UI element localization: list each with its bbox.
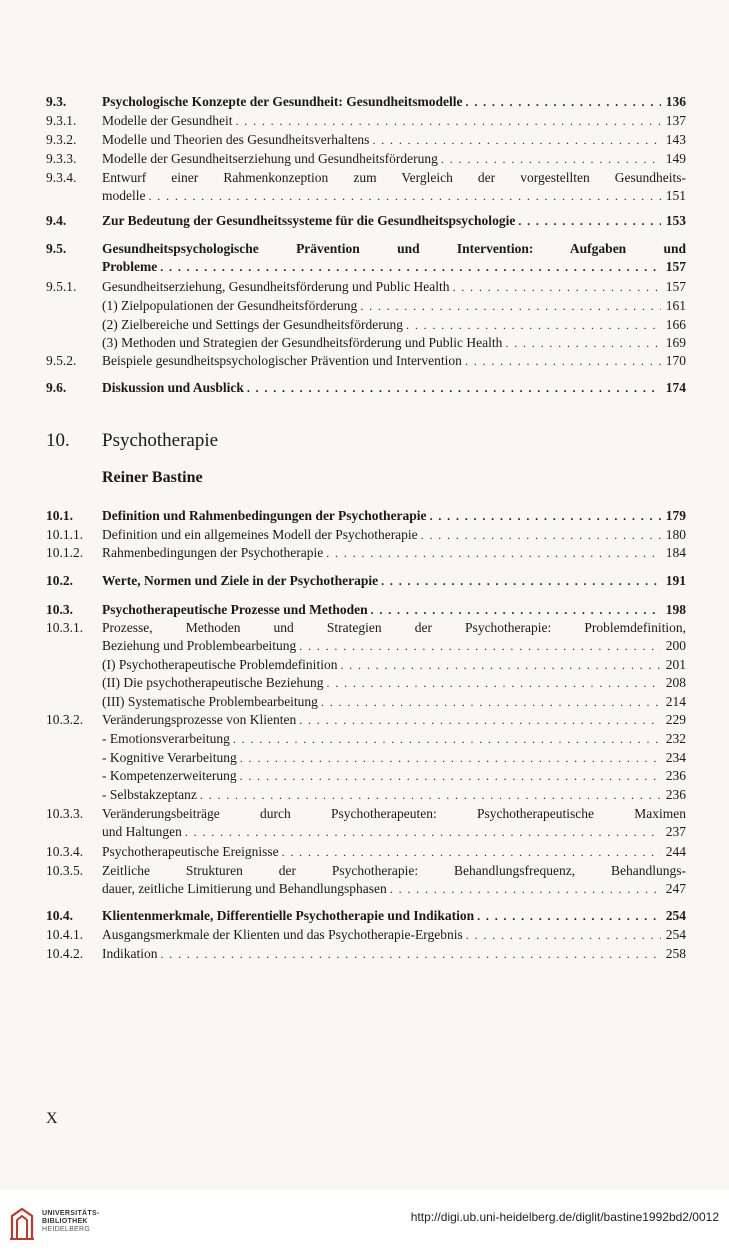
toc-page: 184 [665, 545, 686, 560]
toc-title: Gesundheitserziehung, Gesundheitsförderung und Public Health [102, 279, 450, 294]
dot-leader [453, 278, 661, 296]
dot-leader [518, 212, 661, 230]
toc-title: - Kognitive Verarbeitung [102, 750, 237, 765]
toc-number: 10.3.1. [46, 620, 84, 635]
toc-title: Definition und Rahmenbedingungen der Psychotherapie [102, 508, 427, 523]
toc-page: 143 [665, 132, 686, 147]
toc-title-line-2: dauer, zeitliche Limitierung und Behandlungsphasen [102, 881, 387, 896]
toc-number: 9.5.1. [46, 279, 77, 294]
toc-page: 254 [665, 908, 686, 923]
dot-leader [240, 749, 661, 767]
toc-title-line-2: Beziehung und Problembearbeitung [102, 638, 297, 653]
toc-number: 9.4. [46, 213, 67, 228]
dot-leader [160, 258, 661, 276]
toc-title: Definition und ein allgemeines Modell der Psychotherapie [102, 527, 418, 542]
toc-title: (1) Zielpopulationen der Gesundheitsförderung [102, 298, 358, 313]
toc-number: 9.5.2. [46, 353, 77, 368]
dot-leader [200, 786, 661, 804]
chapter-author: Reiner Bastine [102, 469, 203, 486]
toc-number: 9.3.1. [46, 113, 77, 128]
toc-page: 191 [665, 573, 686, 588]
toc-title: Veränderungsprozesse von Klienten [102, 712, 297, 727]
toc-number: 10.3.2. [46, 712, 84, 727]
toc-page: 151 [665, 188, 686, 203]
toc-title: Klientenmerkmale, Differentielle Psychotherapie und Indikation [102, 908, 475, 923]
toc-number: 9.3.3. [46, 151, 77, 166]
dot-leader [360, 297, 661, 315]
dot-leader [441, 150, 661, 168]
toc-page: 169 [665, 335, 686, 350]
toc-title: (2) Zielbereiche und Settings der Gesundheitsförderung [102, 317, 404, 332]
toc-number: 10.1.2. [46, 545, 84, 560]
dot-leader [321, 693, 661, 711]
toc-page: 229 [665, 712, 686, 727]
toc-number: 10.3.4. [46, 844, 84, 859]
toc-page: 157 [665, 259, 686, 274]
toc-page: 149 [665, 151, 686, 166]
toc-title: Zur Bedeutung der Gesundheitssysteme für die Gesundheitspsychologie [102, 213, 516, 228]
page-number: X [46, 1110, 58, 1127]
toc-title: (II) Die psychotherapeutische Beziehung [102, 675, 324, 690]
dot-leader [390, 880, 661, 898]
chapter-number: 10. [46, 430, 70, 451]
toc-number: 9.6. [46, 380, 67, 395]
toc-number: 10.4.2. [46, 946, 84, 961]
toc-number: 9.3. [46, 94, 67, 109]
toc-title: - Selbstakzeptanz [102, 787, 197, 802]
toc-title: Psychologische Konzepte der Gesundheit: Gesundheitsmodelle [102, 94, 463, 109]
toc-page: 237 [665, 824, 686, 839]
toc-title-line-1: Entwurf einer Rahmenkonzeption zum Vergleich der vorgestellten Gesundheits- [102, 170, 686, 185]
toc-title-line-1: Zeitliche Strukturen der Psychotherapie: Behandlungsfrequenz, Behandlungs- [102, 863, 686, 878]
dot-leader [299, 711, 661, 729]
library-name-line-1: UNIVERSITÄTS- [42, 1210, 100, 1217]
toc-number: 9.3.4. [46, 170, 77, 185]
dot-leader [430, 507, 661, 525]
toc-page: 232 [665, 731, 686, 746]
source-url-link[interactable]: http://digi.ub.uni-heidelberg.de/diglit/bastine1992bd2/0012 [410, 1210, 719, 1224]
dot-leader [371, 601, 661, 619]
toc-number: 9.5. [46, 241, 67, 256]
toc-number: 10.1.1. [46, 527, 84, 542]
dot-leader [327, 674, 661, 692]
toc-page: 200 [665, 638, 686, 653]
dot-leader [465, 352, 661, 370]
toc-page: 236 [665, 768, 686, 783]
toc-page: 153 [665, 213, 686, 228]
toc-title: Psychotherapeutische Prozesse und Methoden [102, 602, 368, 617]
dot-leader [326, 544, 661, 562]
toc-page: 201 [665, 657, 686, 672]
dot-leader [247, 379, 661, 397]
toc-number: 10.3.3. [46, 806, 84, 821]
toc-title: Ausgangsmerkmale der Klienten und das Psychotherapie-Ergebnis [102, 927, 463, 942]
toc-page: 214 [665, 694, 686, 709]
toc-number: 10.3. [46, 602, 73, 617]
dot-leader [235, 112, 661, 130]
toc-page: 180 [665, 527, 686, 542]
dot-leader [299, 637, 661, 655]
toc-page: 174 [665, 380, 686, 395]
toc-page: 234 [665, 750, 686, 765]
dot-leader [421, 526, 661, 544]
dot-leader [185, 823, 661, 841]
toc-number: 10.1. [46, 508, 73, 523]
dot-leader [149, 187, 662, 205]
dot-leader [466, 926, 661, 944]
toc-title: Modelle der Gesundheitserziehung und Gesundheitsförderung [102, 151, 438, 166]
dot-leader [505, 334, 661, 352]
toc-page: 170 [665, 353, 686, 368]
toc-page: 258 [665, 946, 686, 961]
toc-page: 161 [665, 298, 686, 313]
toc-title: Beispiele gesundheitspsychologischer Prävention und Intervention [102, 353, 462, 368]
toc-page: 157 [665, 279, 686, 294]
dot-leader [406, 316, 661, 334]
toc-number: 9.3.2. [46, 132, 77, 147]
toc-title: Diskussion und Ausblick [102, 380, 244, 395]
toc-title: Indikation [102, 946, 158, 961]
toc-title-line-1: Gesundheitspsychologische Prävention und Intervention: Aufgaben und [102, 241, 686, 256]
toc-title-line-2: modelle [102, 188, 146, 203]
toc-page: 247 [665, 881, 686, 896]
dot-leader [340, 656, 661, 674]
library-name-line-3: HEIDELBERG [42, 1226, 91, 1233]
toc-number: 10.4.1. [46, 927, 84, 942]
toc-page: 244 [665, 844, 686, 859]
toc-number: 10.3.5. [46, 863, 84, 878]
toc-title: - Kompetenzerweiterung [102, 768, 237, 783]
library-logo-icon[interactable] [8, 1206, 36, 1242]
dot-leader [161, 945, 662, 963]
toc-number: 10.4. [46, 908, 73, 923]
footer-bar [0, 1190, 729, 1254]
dot-leader [477, 907, 661, 925]
toc-page: 137 [665, 113, 686, 128]
toc-page: 254 [665, 927, 686, 942]
toc-title: Rahmenbedingungen der Psychotherapie [102, 545, 324, 560]
library-name-line-2: BIBLIOTHEK [42, 1218, 88, 1225]
library-name [42, 1210, 100, 1234]
toc-title-line-2: Probleme [102, 259, 158, 274]
dot-leader [381, 572, 661, 590]
dot-leader [233, 730, 661, 748]
toc-title: (III) Systematische Problembearbeitung [102, 694, 318, 709]
toc-title: Psychotherapeutische Ereignisse [102, 844, 279, 859]
toc-page: 236 [665, 787, 686, 802]
dot-leader [466, 93, 661, 111]
toc-title: Modelle und Theorien des Gesundheitsverhaltens [102, 132, 370, 147]
toc-title: Modelle der Gesundheit [102, 113, 233, 128]
toc-title-line-1: Veränderungsbeiträge durch Psychotherapeuten: Psychotherapeutische Maximen [102, 806, 686, 821]
toc-title: Werte, Normen und Ziele in der Psychotherapie [102, 573, 379, 588]
toc-page: 166 [665, 317, 686, 332]
toc-page: 198 [665, 602, 686, 617]
toc-number: 10.2. [46, 573, 73, 588]
toc-title-line-2: und Haltungen [102, 824, 182, 839]
toc-page: 179 [665, 508, 686, 523]
toc-title-line-1: Prozesse, Methoden und Strategien der Psychotherapie: Problemdefinition, [102, 620, 686, 635]
toc-page: 136 [665, 94, 686, 109]
toc-title: (3) Methoden und Strategien der Gesundheitsförderung und Public Health [102, 335, 503, 350]
chapter-title: Psychotherapie [102, 430, 219, 451]
toc-page: 208 [665, 675, 686, 690]
toc-title: - Emotionsverarbeitung [102, 731, 230, 746]
dot-leader [282, 843, 661, 861]
toc-title: (I) Psychotherapeutische Problemdefinition [102, 657, 338, 672]
dot-leader [240, 767, 661, 785]
dot-leader [372, 131, 661, 149]
